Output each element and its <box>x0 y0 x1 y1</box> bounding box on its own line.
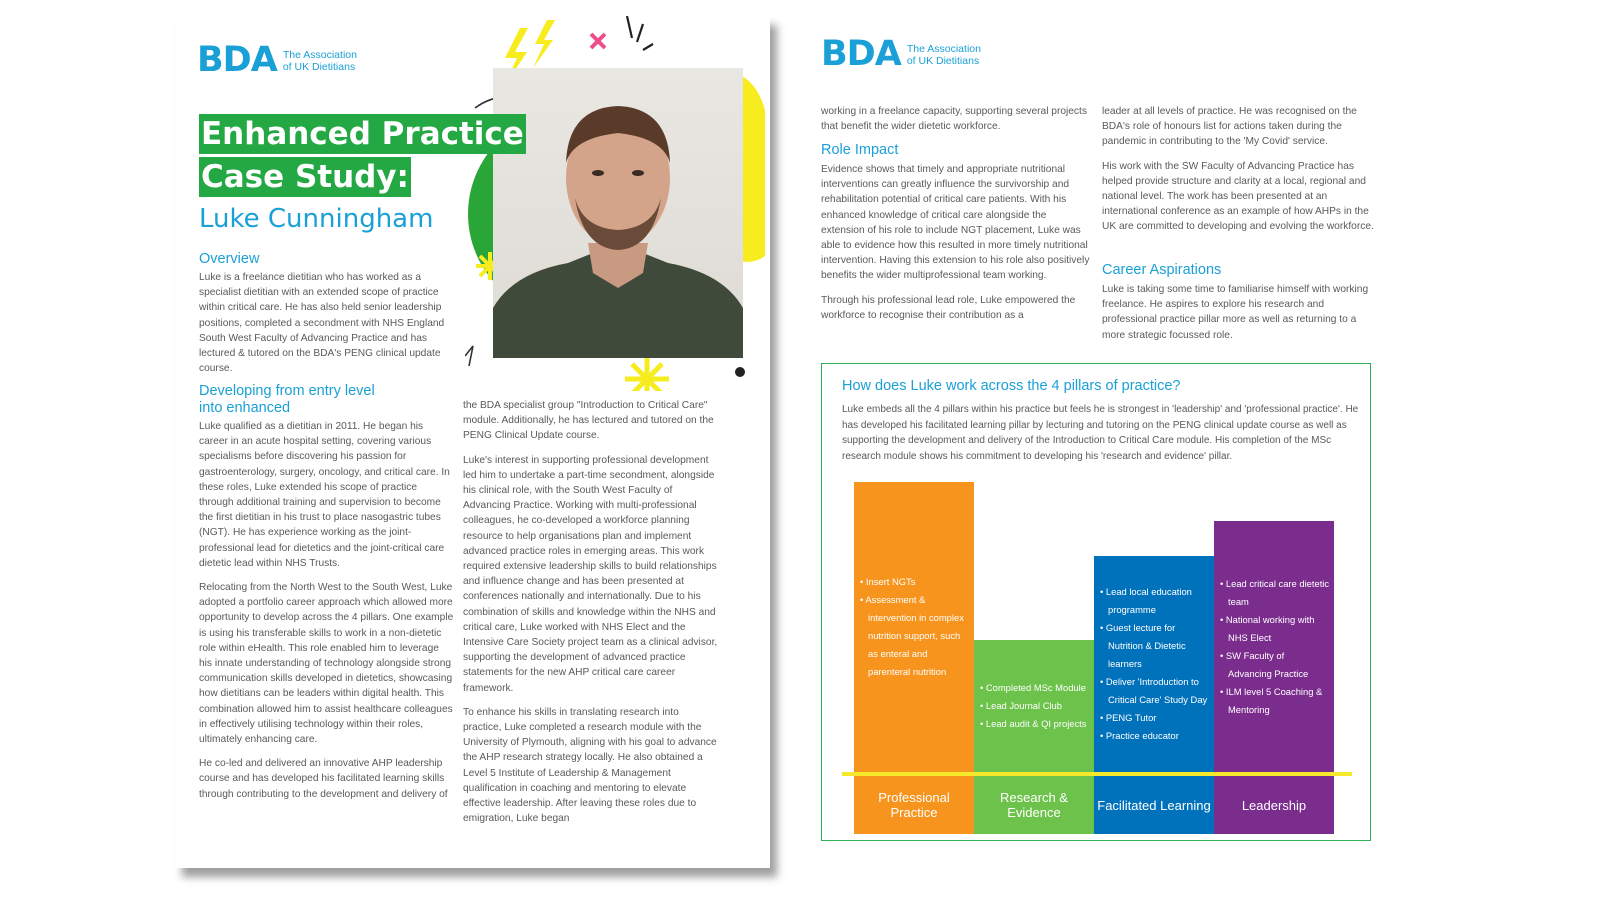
page-one <box>175 16 770 868</box>
title-line-two: Case Study: <box>201 159 409 195</box>
developing-heading: Developing from entry level into enhanced <box>199 383 375 416</box>
bda-logo <box>197 40 373 80</box>
pillar-item: • Assessment & intervention in complex nutrition support, such as enteral and parenteral nutrition <box>858 591 970 681</box>
pillar-item: • Practice educator <box>1098 727 1210 745</box>
pillar-items <box>1214 575 1334 719</box>
pillar-item: • PENG Tutor <box>1098 709 1210 727</box>
overview-text: Luke is a freelance dietitian who has worked as a specialist dietitian with an extended scope of practice within critical care. He has also held senior leadership positions, completed a secondment with NHS England South West Faculty of Advancing Practice and has lectured & tutored on the BDA's PENG clinical update course. <box>199 272 445 375</box>
pillar-label: Research & Evidence <box>974 776 1094 834</box>
pillar-bar-research-evidence <box>974 640 1094 772</box>
career-aspirations-heading: Career Aspirations <box>1102 262 1222 278</box>
pillar-label: Professional Practice <box>854 776 974 834</box>
pillar-item: • Lead audit & QI projects <box>978 715 1086 733</box>
pillar-items <box>854 573 974 681</box>
pillar-item: • National working with NHS Elect <box>1218 611 1330 647</box>
person-name: Luke Cunningham <box>199 204 434 234</box>
logo-name: The Association of UK Dietitians <box>282 48 357 73</box>
column-two-text: the BDA specialist group "Introduction to Critical Care" module. Additionally, he has lectured and tutored on the PENG Clinical Update course. Luke's interest in supporting professional development led him to undertake a part-time secondment, alongside his clinical role, with the South West Faculty of Advancing Practice. Working with multi-professional colleagues, he co-developed a workforce planning resource to help organisations plan and implement advanced practice roles in emerging areas. This work required extensive leadership skills to build relationships and influence change and has been presented at conferences nationally and internationally. Due to his combination of skills and knowledge within the NHS and critical care, Luke worked with NHS Elect and the Intensive Care Society project team as a clinical advisor, supporting the development of advanced practice statements for the new AHP critical care career framework. To enhance his skills in translating research into practice, Luke completed a research module with the University of Plymouth, aligning with his goal to advance the AHP research strategy locally. He also obtained a Level 5 Institute of Leadership & Management qualification in coaching and mentoring to elevate effective leadership. After leaving these roles due to emigration, Luke began <box>463 400 718 825</box>
pillar-bar-leadership <box>1214 521 1334 772</box>
pillar-bar-facilitated-learning <box>1094 556 1214 772</box>
pillar-item: • Lead Journal Club <box>978 697 1086 715</box>
pillar-label: Facilitated Learning <box>1094 776 1214 834</box>
title-line-one: Enhanced Practice <box>201 116 524 152</box>
pillars-bar-chart <box>842 464 1362 834</box>
logo-mark: BDA <box>821 34 901 74</box>
chart-intro: Luke embeds all the 4 pillars within his practice but feels he is strongest in 'leadership' and 'professional practice'. He has developed his facilitated learning pillar by lecturing and tutoring on the PENG clinical update course as well as supporting the development and delivery of the Introduction to Critical Care module. His completion of the MSc research module shows his commitment to developing his 'research and evidence' pillar. <box>842 404 1359 462</box>
column-one-text: Luke qualified as a dietitian in 2011. He began his career in an acute hospital setting, covering various specialisms before discovering his passion for gastroenterology, surgery, oncology, and critical care. In these roles, Luke extended his scope of practice through additional training and supervision to become the first dietitian in his trust to place nasogastric tubes (NGT). He has experience working as the joint-professional lead for dietetics and the joint-critical care dietetic lead within NHS Trusts. Relocating from the North West to the South West, Luke adopted a portfolio career approach which allowed more opportunity to develop across the 4 pillars. One example is using his transferable skills to work in a non-dietetic role within eHealth. This role enabled him to leverage his innate understanding of technology alongside strong communication skills developed in dietetics, showcasing how dietitians can be leaders within digital health. This combination allowed him to assist healthcare colleagues in effectively utilising technology within their roles, ultimately enhancing care. He co-led and delivered an innovative AHP leadership course and has developed his facilitated learning skills through contributing to the development and delivery of <box>199 421 454 800</box>
bda-logo <box>821 34 997 74</box>
logo-mark: BDA <box>197 40 277 80</box>
pillar-items <box>974 679 1090 733</box>
page-two-column-one: working in a freelance capacity, supporting several projects that benefit the wider dietetic workforce. <box>821 106 1087 133</box>
pillar-item: • Lead local education programme <box>1098 583 1210 619</box>
role-impact-text: Evidence shows that timely and appropriate nutritional interventions can greatly influence the survivorship and rehabilitation potential of critical care patients. With his enhanced knowledge of critical care alongside the extension of his role to include NGT placement, Luke was able to evidence how this resulted in more timely nutritional intervention. Having this extension to his role also positively benefits the wider multiprofessional team working. Through his professional lead role, Luke empowered the workforce to recognise their contribution as a <box>821 164 1090 321</box>
pillar-item: • ILM level 5 Coaching & Mentoring <box>1218 683 1330 719</box>
pillars-chart-box <box>821 363 1371 841</box>
pillar-item: • Insert NGTs <box>858 573 970 591</box>
role-impact-heading: Role Impact <box>821 142 899 158</box>
pillar-item: • Lead critical care dietetic team <box>1218 575 1330 611</box>
overview-heading: Overview <box>199 251 260 267</box>
photo-area <box>465 16 770 391</box>
page-two <box>804 16 1399 868</box>
pillar-label: Leadership <box>1214 776 1334 834</box>
page-two-column-two: leader at all levels of practice. He was recognised on the BDA's role of honours list for actions taken during the pandemic in contributing to the 'My Covid' service. His work with the SW Faculty of Advancing Practice has helped provide structure and clarity at a local, regional and national level. The work has been presented at an international conference as an example of how AHPs in the UK are committed to developing and evolving the workforce. <box>1102 106 1374 233</box>
chart-title: How does Luke work across the 4 pillars of practice? <box>842 378 1181 394</box>
person-portrait-icon <box>493 68 743 358</box>
logo-name: The Association of UK Dietitians <box>906 42 981 67</box>
portrait-photo <box>493 68 743 358</box>
pillar-item: • SW Faculty of Advancing Practice <box>1218 647 1330 683</box>
pillar-item: • Completed MSc Module <box>978 679 1086 697</box>
pillar-item: • Guest lecture for Nutrition & Dietetic learners <box>1098 619 1210 673</box>
pillar-bar-professional-practice <box>854 482 974 772</box>
career-aspirations-text: Luke is taking some time to familiarise himself with working freelance. He aspires to explore his research and professional practice pillar more as well as returning to a more strategic focussed role. <box>1102 284 1369 341</box>
pillar-item: • Deliver 'Introduction to Critical Care' Study Day <box>1098 673 1210 709</box>
pillar-items <box>1094 583 1214 745</box>
